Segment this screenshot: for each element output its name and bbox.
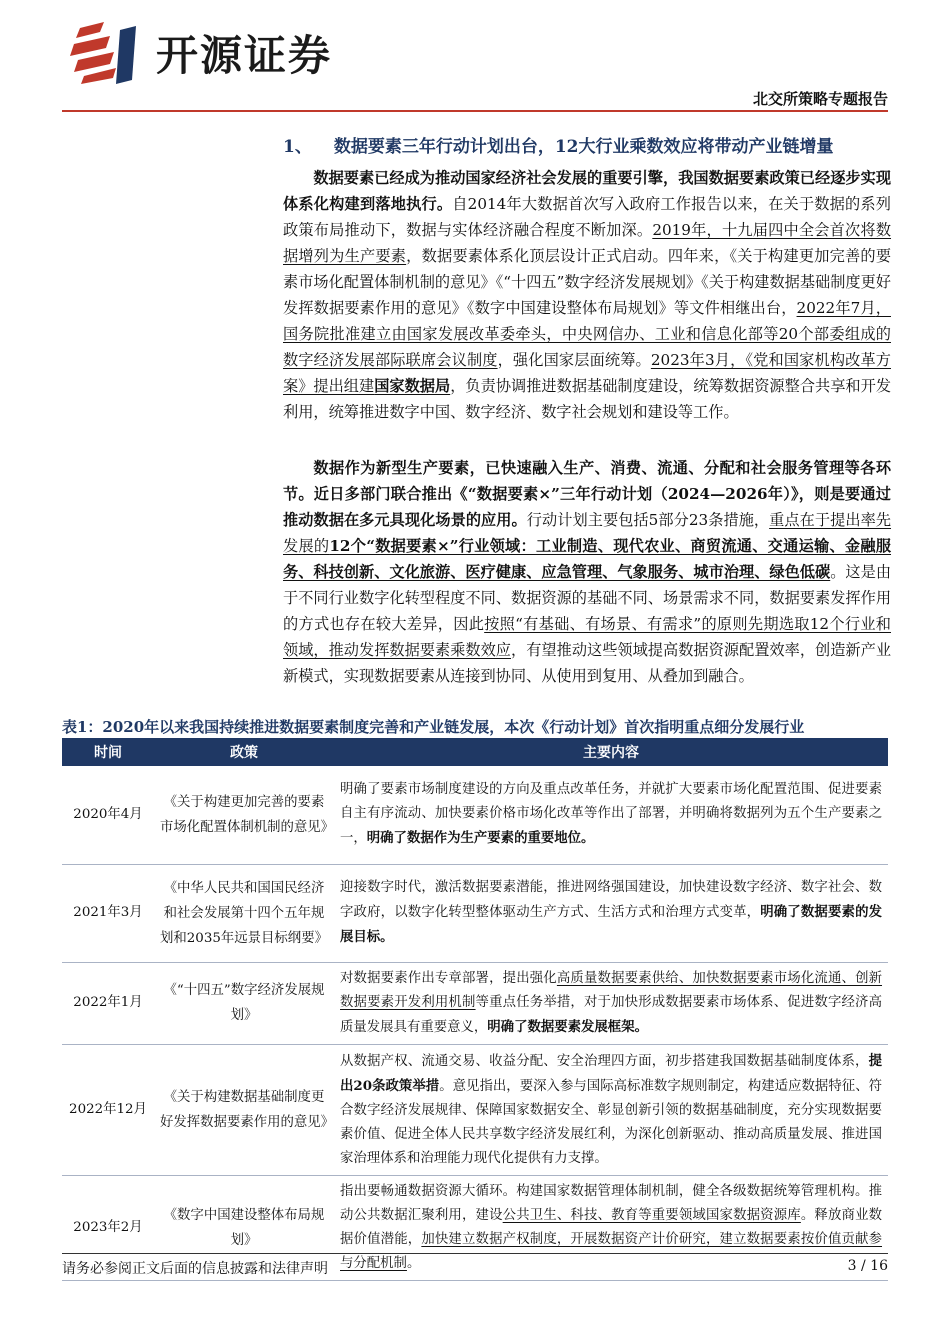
time-cell: 2021年3月	[62, 864, 154, 962]
column-header: 主要内容	[334, 738, 888, 766]
table-row	[62, 962, 888, 1044]
section-number: 1、	[283, 137, 312, 157]
content-cell	[334, 1175, 888, 1280]
brand-name: 开源证券	[156, 31, 333, 80]
table-row	[62, 1044, 888, 1175]
section-title-text: 数据要素三年行动计划出台，12大行业乘数效应将带动产业链增量	[333, 137, 834, 157]
table-header-row	[62, 738, 888, 766]
content-text: 明确了要素市场制度建设的方向及重点改革任务，并就扩大要素市场化配置范围、促进要素自主有序流动、加快要素价格市场化改革等作出了部署，并明确将数据列为五个生产要素之一，	[340, 782, 882, 847]
policy-table	[62, 738, 888, 1281]
content-text: 等重点任务举措，对于加快形成数据要素市场体系、促进数字经济高质量发展具有重要意义，	[340, 994, 883, 1035]
p1-underline: 2022年7月	[796, 299, 876, 317]
paragraph-2	[283, 455, 891, 689]
paragraph-1	[283, 165, 891, 425]
page-number: 3 / 16	[847, 1258, 888, 1274]
policy-cell: 《关于构建数据基础制度更好发挥数据要素作用的意见》	[154, 1044, 334, 1175]
p1-text: 自2014年大数据首次写入政府工作报告以来，在关于数据的系列政策布局推动下，数据与实体经济融合程度不断加深。	[283, 195, 891, 239]
table-row	[62, 864, 888, 962]
p2-bold-underline: 12个“数据要素×”行业领域：工业制造、现代农业、商贸流通、交通运输、金融服务、科技创新、文化旅游、医疗健康、应急管理、气象服务、城市治理、绿色低碳	[283, 537, 892, 581]
footer-disclaimer: 请务必参阅正文后面的信息披露和法律声明	[62, 1261, 328, 1277]
p2-text: ，有望推动这些领域提高数据资源配置效率，创造新产业新模式，实现数据要素从连接到协同、从使用到复用、从叠加到融合。	[283, 641, 892, 685]
content-text: 。释放商业数据价值潜能，	[340, 1207, 883, 1247]
p2-lead: 数据作为新型生产要素，已快速融入生产、消费、流通、分配和社会服务管理等各环节。近日多部门联合推出《“数据要素×”三年行动计划（2024—2026年）》，则是要通过推动数据在多元具现化场景的应用。	[283, 459, 891, 529]
logo-mark-icon	[70, 22, 148, 84]
table-title: 表1：2020年以来我国持续推进数据要素制度完善和产业链发展，本次《行动计划》首次指明重点细分发展行业	[62, 718, 805, 736]
content-cell	[334, 864, 888, 962]
content-cell	[334, 962, 888, 1044]
policy-cell: 《关于构建更加完善的要素市场化配置体制机制的意见》	[154, 766, 334, 864]
content-text: 。	[406, 1255, 421, 1271]
p1-underline: 2019年，十九届四中全会首次将数据增列为生产要素	[283, 221, 892, 265]
content-text: 对数据要素作出专章部署，提出强化	[340, 970, 557, 986]
column-header: 政策	[154, 738, 334, 766]
p2-underline: 按照“有基础、有场景、有需求”的原则先期选取12个行业和领域，推动发挥数据要素乘数效应	[283, 615, 891, 659]
p1-underline: 2023年3月，《党和国家机构改革方案》提出组建	[283, 351, 891, 395]
brand-logo	[70, 22, 332, 84]
content-bold: 明确了数据要素的发展目标。	[340, 904, 883, 945]
p2-text: 。这是由于不同行业数字化转型程度不同、数据资源的基础不同、场景需求不同，数据要素发挥作用的方式也存在较大差异，因此	[283, 563, 892, 633]
content-text: 迎接数字时代，激活数据要素潜能，推进网络强国建设，加快建设数字经济、数字社会、数字政府，以数字化转型整体驱动生产方式、生活方式和治理方式变革，	[340, 880, 882, 920]
content-underline: 加快建立数据产权制度，开展数据资产计价研究，建立数据要素按价值贡献参与分配机制	[340, 1231, 883, 1271]
p1-bold-underline: 国家数据局	[374, 377, 451, 395]
time-cell: 2023年2月	[62, 1175, 154, 1280]
content-underline: 公共卫生、科技、教育等重要领域国家数据资源库	[502, 1207, 801, 1223]
time-cell: 2020年4月	[62, 766, 154, 864]
content-cell	[334, 766, 888, 864]
content-bold: 明确了数据要素发展框架。	[487, 1018, 648, 1035]
table-row	[62, 766, 888, 864]
content-text: 指出要畅通数据资源大循环。构建国家数据管理体制机制，健全各级数据统筹管理机构。推动公共数据汇聚利用，建设	[340, 1183, 882, 1223]
content-cell	[334, 1044, 888, 1175]
p2-underline: 重点在于提出率先发展的	[283, 511, 892, 555]
time-cell: 2022年1月	[62, 962, 154, 1044]
content-text: 从数据产权、流通交易、收益分配、安全治理四方面，初步搭建我国数据基础制度体系，	[340, 1053, 869, 1069]
content-bold: 明确了数据作为生产要素的重要地位。	[366, 830, 595, 847]
p1-text: ，强化国家层面统筹。	[497, 351, 651, 369]
time-cell: 2022年12月	[62, 1044, 154, 1175]
p1-text: ，数据要素体系化顶层设计正式启动。四年来，《关于构建更加完善的要素市场化配置体制机制的意见》《“十四五”数字经济发展规划》《关于构建数据基础制度更好发挥数据要素作用的意见》《数字中国建设整体布局规划》等文件相继出台，	[283, 247, 892, 317]
policy-cell: 《“十四五”数字经济发展规划》	[154, 962, 334, 1044]
policy-cell: 《中华人民共和国国民经济和社会发展第十四个五年规划和2035年远景目标纲要》	[154, 864, 334, 962]
policy-cell: 《数字中国建设整体布局规划》	[154, 1175, 334, 1280]
p1-underline: ，国务院批准建立由国家发展改革委牵头，中央网信办、工业和信息化部等20个部委组成的数字经济发展部际联席会议制度	[283, 299, 891, 369]
section-title	[283, 132, 834, 157]
content-bold: 提出20条政策举措	[340, 1052, 882, 1094]
p1-text: ，负责协调推进数据基础制度建设，统筹数据资源整合共享和开发利用，统筹推进数字中国、数字经济、数字社会规划和建设等工作。	[283, 377, 892, 421]
p1-lead: 数据要素已经成为推动国家经济社会发展的重要引擎，我国数据要素政策已经逐步实现体系化构建到落地执行。	[283, 169, 891, 213]
p2-text: 行动计划主要包括5部分23条措施，	[526, 511, 770, 529]
report-type: 北交所策略专题报告	[752, 90, 888, 108]
column-header: 时间	[62, 738, 154, 766]
content-underline: 高质量数据要素供给、加快数据要素市场化流通、创新数据要素开发利用机制	[340, 970, 883, 1010]
content-text: 。意见指出，要深入参与国际高标准数字规则制定，构建适应数据特征、符合数字经济发展规律、保障国家数据安全、彰显创新引领的数据基础制度，充分实现数据要素价值、促进全体人民共享数字经济发展红利，为深化创新驱动、推动高质量发展、推进国家治理体系和治理能力现代化提供有力支撑。	[340, 1078, 882, 1166]
footer-divider	[62, 1253, 888, 1254]
header-divider	[62, 110, 888, 112]
page-header	[0, 0, 950, 112]
